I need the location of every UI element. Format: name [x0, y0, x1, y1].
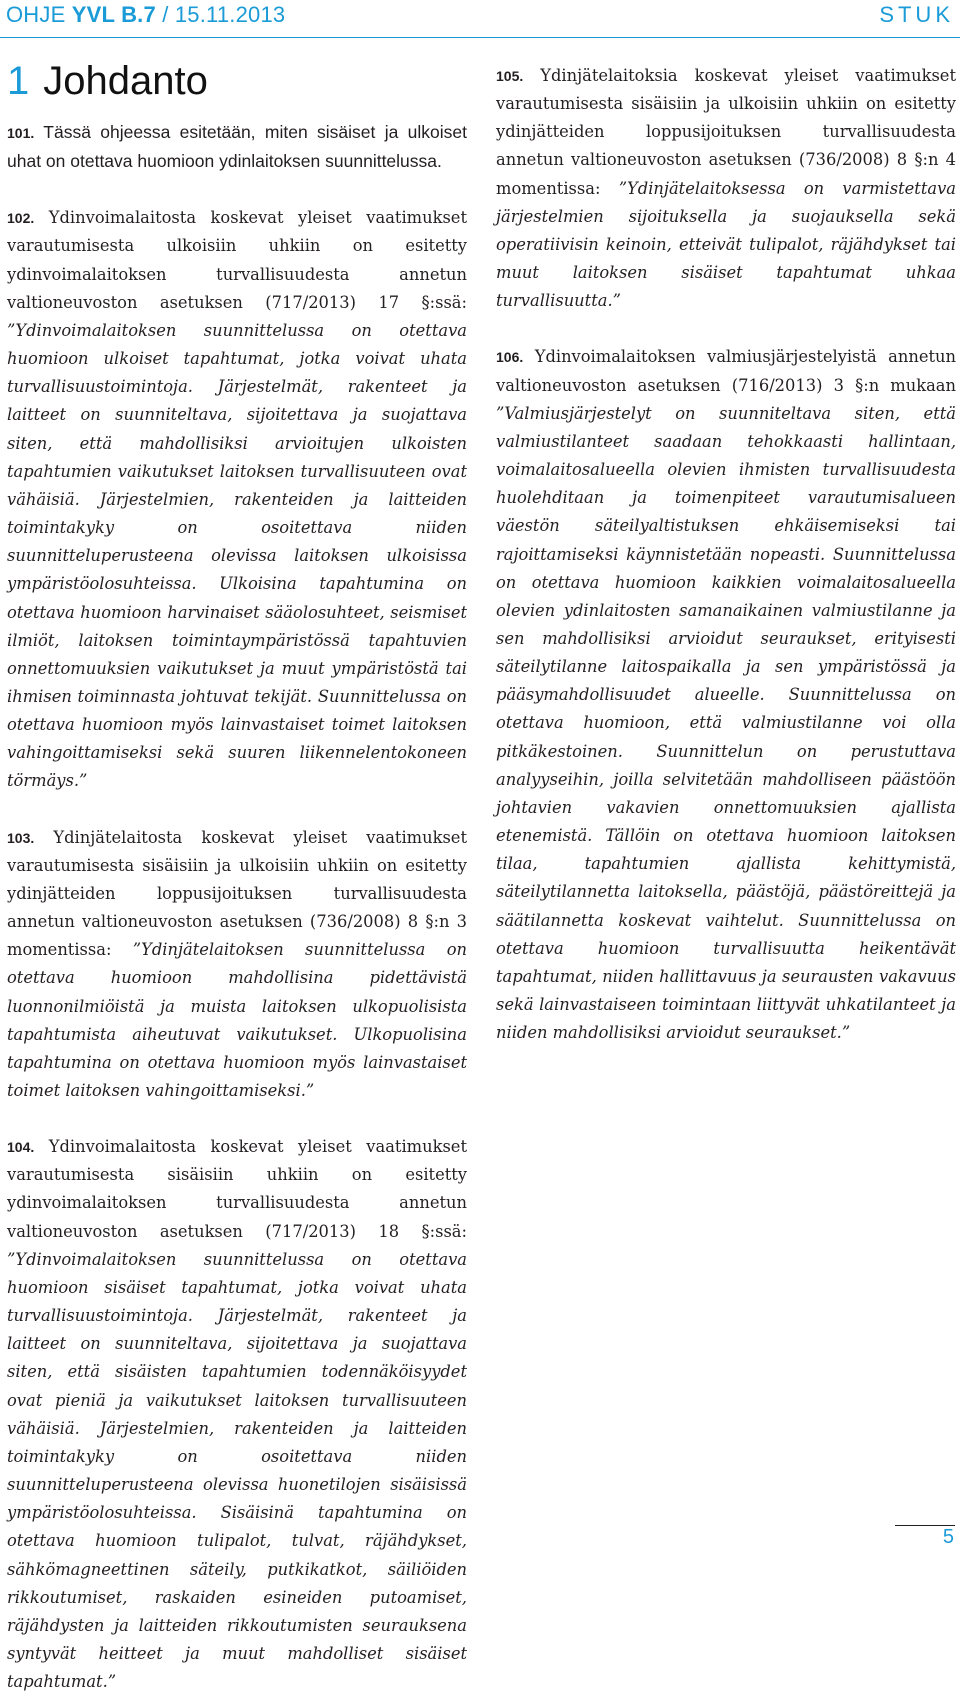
paragraph-number: 104. [7, 1139, 35, 1156]
header-divider [0, 37, 960, 38]
guide-prefix: OHJE [6, 2, 72, 27]
paragraph-101 [7, 118, 467, 176]
paragraph-number: 103. [7, 829, 35, 846]
paragraph-103 [7, 824, 467, 1106]
paragraph-number: 101. [7, 125, 35, 141]
paragraph-102 [7, 204, 467, 795]
paragraph-text: Ydinjätelaitosta koskevat yleiset vaatimukset varautumisesta sisäisiin ja ulkoisiin uhkiin on esitetty ydinjätteiden loppusijoituksen turvallisuudesta annetun valtioneuvoston asetuksen (736/2008) 8 §:n 3 momentissa: [7, 827, 467, 960]
paragraph-106 [496, 343, 956, 1047]
quoted-regulation: ”Valmiusjärjestelyt on suunniteltava siten, että valmiustilanteet saadaan tehokkaasti hallintaan, voimalaitosalueella olevien ihmisten turvallisuudesta huolehditaan ja toimenpiteet varautumisalueen väestön säteilyaltistuksen ehkäisemiseksi tai rajoittamiseksi käynnistetään nopeasti. Suunnittelussa on otettava huomioon kaikkien voimalaitosalueella olevien ydinlaitosten samanaikainen valmiustilanne ja sen mahdollisiksi arvioidut seuraukset, erityisesti säteilytilanne laitospaikalla ja sen ympäristössä ja pääsymahdollisuudet alueelle. Suunnittelussa on otettava huomioon, että valmiustilanne voi olla pitkäkestoinen. Suunnittelun on perustuttava analyyseihin, joilla selvitetään mahdolliseen päästöön johtavien vakavien onnettomuuksien ajallista etenemistä. Tällöin on otettava huomioon laitoksen tilaa, tapahtumien ajallista kehittymistä, säteilytilannetta laitoksella, päästöjä, päästöreittejä ja säätilannetta koskevat vaihtelut. Suunnittelussa on otettava huomioon turvallisuutta heikentävät tapahtumat, niiden hallittavuus ja seurausten vakavuus sekä lainvastaiseen toimintaan liittyvät uhkatilanteet ja niiden mahdollisiksi arvioidut seuraukset.” [496, 403, 956, 1043]
paragraph-text: Ydinvoimalaitosta koskevat yleiset vaatimukset varautumisesta ulkoisiin uhkiin on esitetty ydinvoimalaitoksen turvallisuudesta annetun valtioneuvoston asetuksen (717/2013) 17 §:ssä: [7, 208, 467, 312]
paragraph-text: Ydinvoimalaitoksen valmiusjärjestelyistä annetun valtioneuvoston asetuksen (716/2013) 3 §:n mukaan [496, 347, 956, 395]
paragraph-text: Ydinjätelaitoksia koskevat yleiset vaatimukset varautumisesta sisäisiin ja ulkoisiin uhkiin on esitetty ydinjätteiden loppusijoituksen turvallisuudesta annetun valtioneuvoston asetuksen (736/2008) 8 §:n 4 momentissa: [496, 66, 956, 198]
quoted-regulation: ”Ydinjätelaitoksen suunnittelussa on otettava huomioon mahdollisina pidettävistä luonnonilmiöistä ja muista laitoksen ulkopuolisista tapahtumista aiheutuvat vaikutukset. Ulkopuolisina tapahtumina on otettava huomioon myös lainvastaiset toimet laitoksen vahingoittamiseksi.” [7, 940, 467, 1100]
paragraph-104 [7, 1133, 467, 1696]
right-column [496, 62, 956, 1047]
chapter-number: 1 [7, 59, 30, 103]
quoted-regulation: ”Ydinvoimalaitoksen suunnittelussa on otettava huomioon ulkoiset tapahtumat, jotka voivat uhata turvallisuustoimintoja. Järjestelmät, rakenteet ja laitteet on suunniteltava, sijoitettava ja suojattava siten, että mahdollisiksi arvioitujen ulkoisten tapahtumien vaikutukset laitoksen turvallisuuteen ovat vähäisiä. Järjestelmien, rakenteiden ja laitteiden toimintakyky on osoitettava niiden suunnitteluperusteena olevissa laitoksen ulkoisissa ympäristöolosuhteissa. Ulkoisina tapahtumina on otettava huomioon harvinaiset sääolosuhteet, seismiset ilmiöt, laitoksen toimintaympäristössä tapahtuvien onnettomuuksien vaikutukset ja muut ympäristöstä tai ihmisen toiminnasta johtuvat tekijät. Suunnittelussa on otettava huomioon myös lainvastaiset toimet laitoksen vahingoittamiseksi sekä suuren liikennelentokoneen törmäys.” [7, 320, 467, 791]
running-header-left [6, 0, 285, 30]
paragraph-105 [496, 62, 956, 315]
paragraph-number: 105. [496, 68, 524, 84]
guide-date: / 15.11.2013 [155, 2, 286, 27]
quoted-regulation: ”Ydinjätelaitoksessa on varmistettava järjestelmien sijoituksella ja suojauksella sekä operatiivisin keinoin, etteivät tulipalot, räjähdykset tai muut laitoksen sisäiset tapahtumat uhkaa turvallisuutta.” [496, 178, 956, 311]
chapter-heading [7, 56, 208, 106]
page-number: 5 [942, 1526, 954, 1548]
paragraph-number: 102. [7, 210, 35, 227]
paragraph-text: Tässä ohjeessa esitetään, miten sisäiset ja ulkoiset uhat on otettava huomioon ydinlaitoksen suunnittelussa. [7, 122, 467, 172]
chapter-title: Johdanto [43, 59, 208, 103]
quoted-regulation: ”Ydinvoimalaitoksen suunnittelussa on otettava huomioon sisäiset tapahtumat, jotka voivat uhata turvallisuustoimintoja. Järjestelmät, rakenteet ja laitteet on suunniteltava, sijoitettava ja suojattava siten, että sisäisten tapahtumien todennäköisyydet ovat pieniä ja vaikutukset laitoksen turvallisuuteen vähäisiä. Järjestelmien, rakenteiden ja laitteiden toimintakyky on osoitettava niiden suunnitteluperusteena olevissa huonetilojen sisäisissä ympäristöolosuhteissa. Sisäisinä tapahtumina on otettava huomioon tulipalot, tulvat, räjähdykset, sähkömagneettinen säteily, putkikatkot, säiliöiden rikkoutumiset, raskaiden esineiden putoamiset, räjähdysten ja laitteiden rikkoutumisten seurauksena syntyvät heitteet ja muut mahdolliset sisäiset tapahtumat.” [7, 1249, 467, 1692]
guide-code: YVL B.7 [71, 2, 156, 27]
paragraph-text: Ydinvoimalaitosta koskevat yleiset vaatimukset varautumisesta sisäisiin uhkiin on esitetty ydinvoimalaitoksen turvallisuudesta annetun valtioneuvoston asetuksen (717/2013) 18 §:ssä: [7, 1137, 467, 1241]
paragraph-number: 106. [496, 349, 524, 366]
publisher-name: STUK [879, 2, 954, 27]
left-column [7, 118, 467, 1696]
